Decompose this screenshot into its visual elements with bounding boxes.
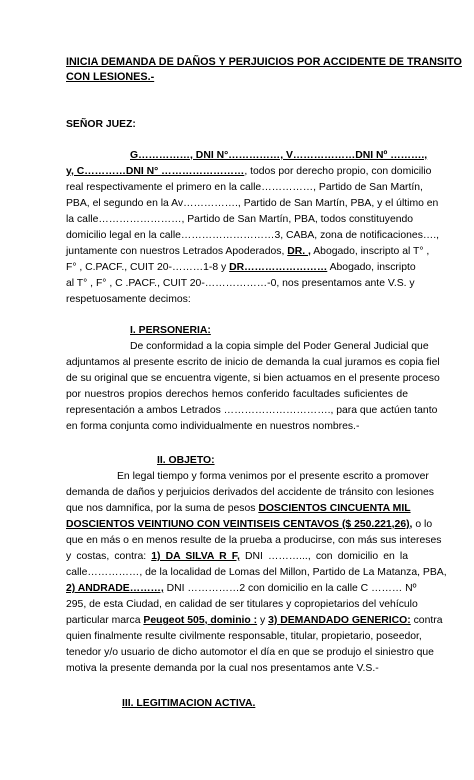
- personeria-line-4: por nuestros propios derechos hemos conferido facultades suficientes de: [66, 389, 408, 400]
- defendant-3: 3) DEMANDADO GENERICO:: [268, 615, 411, 626]
- objeto-line-6-end: DNI ………..., con domicilio en la: [244, 551, 408, 562]
- defendant-2: 2) ANDRADE………,: [66, 583, 164, 594]
- section-personeria-heading: I. PERSONERIA:: [130, 325, 211, 336]
- greeting: SEÑOR JUEZ:: [66, 119, 136, 130]
- section-legitimacion-heading: III. LEGITIMACION ACTIVA.: [122, 698, 256, 709]
- intro-line-2-text: , todos por derecho propio, con domicilio: [244, 166, 432, 177]
- defendant-1: 1) DA SILVA R F,: [151, 551, 240, 562]
- intro-line-8-end: Abogado, inscripto: [327, 262, 416, 273]
- intro-line-2: [66, 164, 432, 179]
- objeto-line-10: [66, 613, 443, 628]
- intro-line-9: al T° , F° , C .PACF., CUIT 20-………………-0, nos presentamos ante V.S. y: [66, 278, 415, 289]
- intro-party-c: y, C…………DNI N° ……………………: [66, 166, 245, 177]
- personeria-line-3: de su original que se encuentra vigente, si bien actuamos en el presente proceso: [66, 373, 440, 384]
- intro-line-7-end: Abogado, inscripto al T° ,: [313, 246, 430, 257]
- objeto-line-6-text: y costas, contra:: [66, 551, 147, 562]
- objeto-line-6: [66, 549, 408, 564]
- objeto-line-13: motiva la presente demanda por la cual nos presentamos ante V.S.-: [66, 663, 379, 674]
- objeto-line-5: que en más o en menos resulte de la prueba a producirse, con más sus intereses: [66, 535, 442, 546]
- intro-line-7: [66, 244, 430, 259]
- intro-line-7-text: juntamente con nuestros Letrados Apoderados,: [66, 246, 285, 257]
- section-objeto-heading: II. OBJETO:: [157, 455, 215, 466]
- objeto-line-2: demanda de daños y perjuicios derivados del accidente de tránsito con lesiones: [66, 487, 434, 498]
- intro-line-8-text: F° , C.PACF., CUIT 20-………1-8 y: [66, 262, 227, 273]
- objeto-line-10-and: y: [260, 615, 266, 626]
- amount-in-words-2: DOSCIENTOS VEINTIUNO CON VEINTISEIS CENTAVOS ($ 250.221,26),: [66, 519, 413, 530]
- objeto-line-7: calle……………, de la localidad de Lomas del Millon, Partido de La Matanza, PBA,: [66, 567, 447, 578]
- intro-line-6: domicilio legal en la calle………………………3, CABA, zona de notificaciones….,: [66, 230, 440, 241]
- objeto-line-10-end: contra: [413, 615, 443, 626]
- objeto-line-11: quien finalmente resulte civilmente responsable, titular, propietario, poseedor,: [66, 631, 422, 642]
- objeto-line-4-end: o lo: [412, 519, 433, 530]
- personeria-line-6: en forma conjunta como individualmente en nuestros nombres.-: [66, 421, 360, 432]
- intro-line-3: real respectivamente el primero en la calle……………, Partido de San Martín,: [66, 182, 423, 193]
- objeto-line-1: En legal tiempo y forma venimos por el presente escrito a promover: [117, 471, 429, 482]
- intro-line-5: la calle……………………, Partido de San Martín, PBA, todos constituyendo: [66, 214, 414, 225]
- personeria-line-2: adjuntamos al presente escrito de inicio de demanda la cual juramos es copia fiel: [66, 357, 440, 368]
- objeto-line-3-text: que nos damnifica, por la suma de pesos: [66, 503, 256, 514]
- amount-in-words-1: DOSCIENTOS CINCUENTA MIL: [258, 503, 411, 514]
- intro-line-8: [66, 260, 416, 275]
- personeria-line-1: De conformidad a la copia simple del Poder General Judicial que: [130, 341, 429, 352]
- intro-line-10: respetuosamente decimos:: [66, 294, 191, 305]
- document-title-line-1: INICIA DEMANDA DE DAÑOS Y PERJUICIOS POR ACCIDENTE DE TRANSITO: [66, 56, 462, 68]
- lawyer-2-name: DR……………………: [229, 262, 328, 273]
- intro-line-1: G……………, DNI N°……………, V………………DNI Nº ……….,: [130, 150, 428, 161]
- personeria-line-5: representación a ambos Letrados …………………………., para que actúen tanto: [66, 405, 438, 416]
- objeto-line-9: 295, de esta Ciudad, en calidad de ser titulares y copropietarios del vehículo: [66, 599, 418, 610]
- objeto-line-3: [66, 501, 411, 516]
- objeto-line-4: [66, 517, 433, 532]
- objeto-line-12: tenedor y/o usuario de dicho automotor el día en que se produjo el siniestro que: [66, 647, 434, 658]
- lawyer-1-name: DR. ,: [287, 246, 311, 257]
- intro-line-4: PBA, el segundo en la Av……………., Partido de San Martín, PBA, y el último en: [66, 198, 439, 209]
- document-title-line-2: CON LESIONES.-: [66, 71, 155, 83]
- objeto-line-10-text: particular marca: [66, 615, 141, 626]
- objeto-line-8: [66, 581, 417, 596]
- vehicle-model: Peugeot 505, dominio :: [143, 615, 258, 626]
- objeto-line-8-end: DNI ……………2 con domicilio en la calle C ……… Nº: [163, 583, 417, 594]
